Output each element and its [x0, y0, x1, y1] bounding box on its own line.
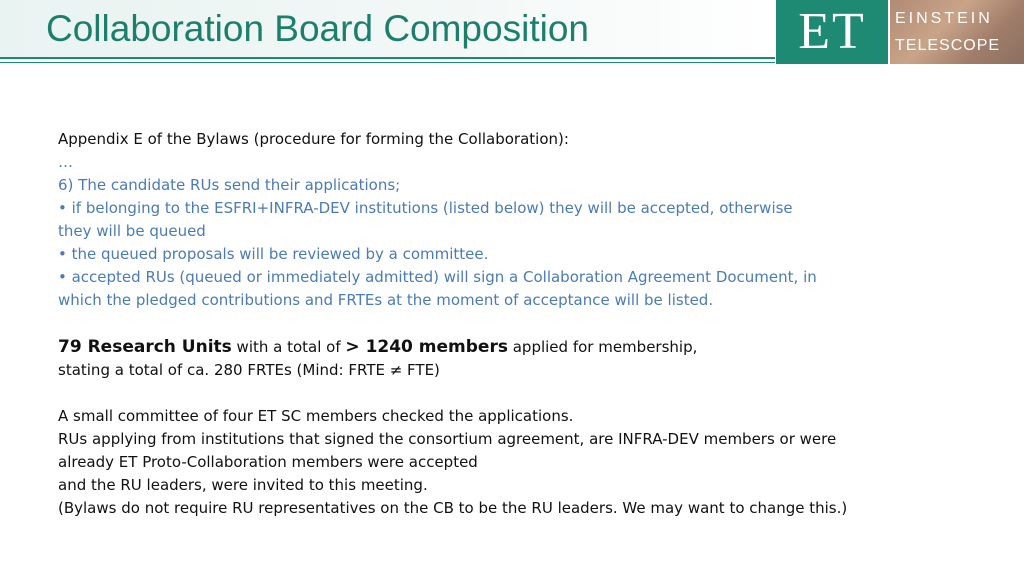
- einstein-telescope-logo: [776, 0, 1024, 64]
- slide-header: [0, 0, 1024, 66]
- procedure-bullet-1: • if belonging to the ESFRI+INFRA-DEV institutions (listed below) they will be accepted, otherwise: [58, 199, 793, 217]
- title-underline: [0, 57, 775, 59]
- title-underline-thin: [0, 62, 775, 63]
- page-title: Collaboration Board Composition: [46, 8, 589, 49]
- with-total-text: with a total of: [231, 338, 346, 356]
- procedure-item-6: 6) The candidate RUs send their applications;: [58, 176, 401, 194]
- logo-mark: ET: [776, 0, 888, 64]
- procedure-bullet-2: • the queued proposals will be reviewed by a committee.: [58, 245, 489, 263]
- committee-line-3: already ET Proto-Collaboration members were accepted: [58, 453, 478, 471]
- logo-line-einstein: EINSTEIN: [895, 10, 993, 27]
- ellipsis: …: [58, 153, 73, 171]
- appendix-heading: Appendix E of the Bylaws (procedure for forming the Collaboration):: [58, 130, 569, 148]
- procedure-bullet-1-cont: they will be queued: [58, 222, 206, 240]
- committee-line-1: A small committee of four ET SC members checked the applications.: [58, 407, 574, 425]
- membership-summary: [58, 335, 958, 359]
- procedure-bullet-3: • accepted RUs (queued or immediately admitted) will sign a Collaboration Agreement Document, in: [58, 268, 817, 286]
- members-count: > 1240 members: [345, 337, 508, 357]
- committee-line-4: and the RU leaders, were invited to this meeting.: [58, 476, 428, 494]
- slide-body: [58, 128, 958, 520]
- applied-text: applied for membership,: [507, 338, 698, 356]
- logo-line-telescope: TELESCOPE: [895, 37, 1001, 54]
- procedure-bullet-3-cont: which the pledged contributions and FRTEs at the moment of acceptance will be listed.: [58, 291, 714, 309]
- frte-summary: stating a total of ca. 280 FRTEs (Mind: FRTE ≠ FTE): [58, 361, 440, 379]
- committee-line-5: (Bylaws do not require RU representatives on the CB to be the RU leaders. We may want to change this.): [58, 499, 848, 517]
- research-units-count: 79 Research Units: [58, 337, 232, 357]
- committee-line-2: RUs applying from institutions that signed the consortium agreement, are INFRA-DEV members or were: [58, 430, 837, 448]
- logo-wordmark: [890, 0, 1024, 64]
